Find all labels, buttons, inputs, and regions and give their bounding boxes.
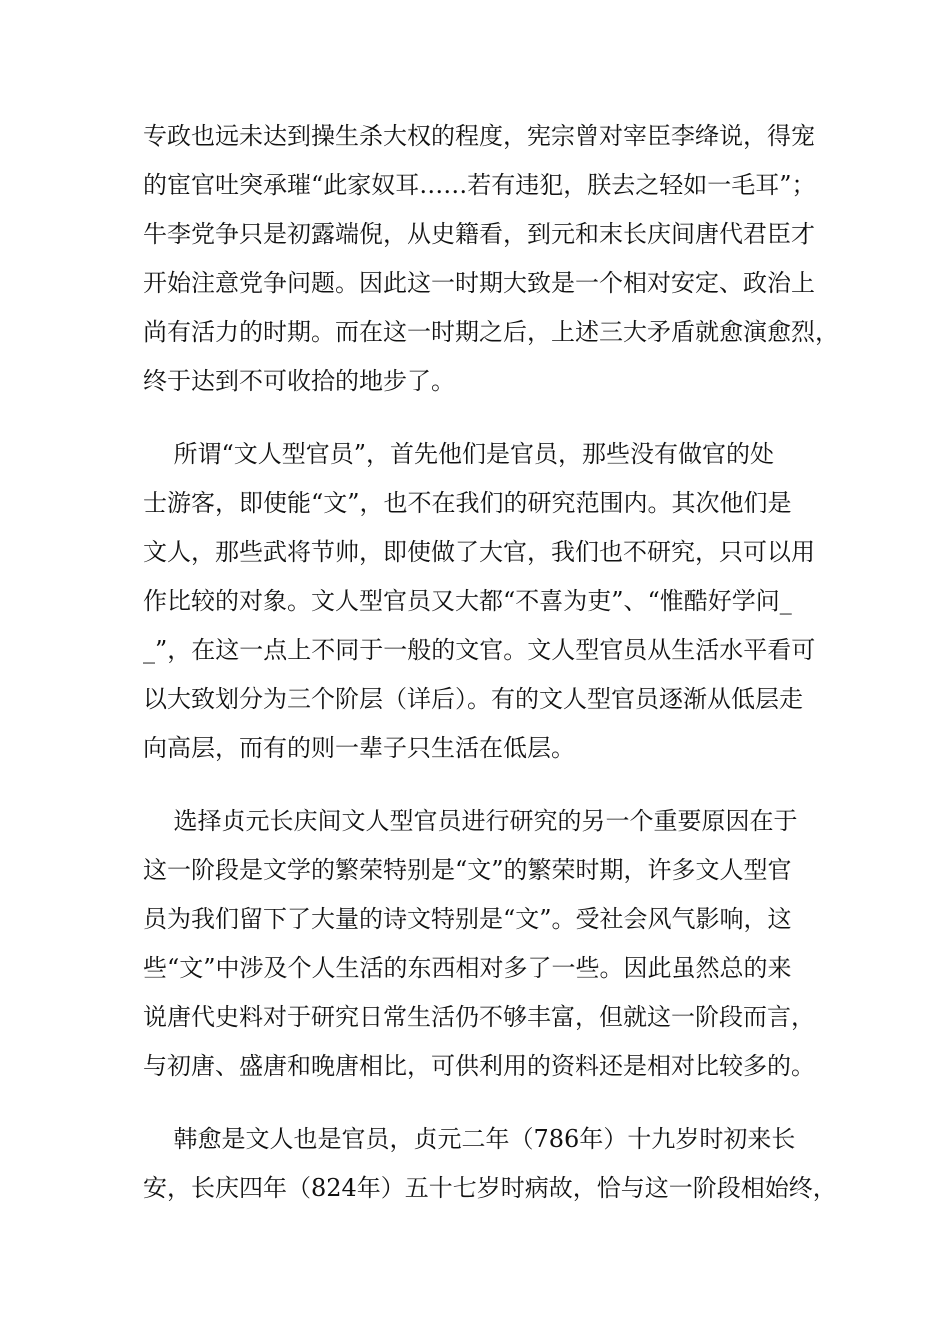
paragraph-spacer <box>143 406 823 430</box>
paragraph-spacer <box>143 773 823 797</box>
document-body <box>143 112 839 1213</box>
text-line: 说唐代史料对于研究日常生活仍不够丰富，但就这一阶段而言， <box>143 1003 815 1031</box>
text-line: 所谓“文人型官员”，首先他们是官员，那些没有做官的处 <box>143 440 775 468</box>
paragraph <box>143 1115 837 1213</box>
text-line: 选择贞元长庆间文人型官员进行研究的另一个重要原因在于 <box>143 807 798 835</box>
text-line: 作比较的对象。文人型官员又大都“不喜为吏”、“惟酷好学问_ <box>143 587 792 615</box>
text-line: 牛李党争只是初露端倪，从史籍看，到元和末长庆间唐代君臣才 <box>143 220 815 248</box>
paragraph <box>143 112 839 406</box>
text-line: 些“文”中涉及个人生活的东西相对多了一些。因此虽然总的来 <box>143 954 792 982</box>
text-line: 与初唐、盛唐和晚唐相比，可供利用的资料还是相对比较多的。 <box>143 1052 815 1080</box>
text-line: 文人，那些武将节帅，即使做了大官，我们也不研究，只可以用 <box>143 538 815 566</box>
paragraph <box>143 430 823 773</box>
text-line: 安，长庆四年（824年）五十七岁时病故，恰与这一阶段相始终， <box>143 1174 837 1202</box>
paragraph-spacer <box>143 1091 823 1115</box>
text-line: 士游客，即使能“文”，也不在我们的研究范围内。其次他们是 <box>143 489 792 517</box>
text-line: 专政也远未达到操生杀大权的程度，宪宗曾对宰臣李绛说，得宠 <box>143 122 815 150</box>
text-line: 员为我们留下了大量的诗文特别是“文”。受社会风气影响，这 <box>143 905 792 933</box>
text-line: 的宦官吐突承璀“此家奴耳……若有违犯，朕去之轻如一毛耳”； <box>143 171 816 199</box>
text-line: 终于达到不可收拾的地步了。 <box>143 367 455 395</box>
text-line: 开始注意党争问题。因此这一时期大致是一个相对安定、政治上 <box>143 269 815 297</box>
text-line: 韩愈是文人也是官员，贞元二年（786年）十九岁时初来长 <box>143 1125 796 1153</box>
text-line: _”，在这一点上不同于一般的文官。文人型官员从生活水平看可 <box>143 636 816 664</box>
paragraph <box>143 797 823 1091</box>
text-line: 以大致划分为三个阶层（详后）。有的文人型官员逐渐从低层走 <box>143 685 803 713</box>
text-line: 这一阶段是文学的繁荣特别是“文”的繁荣时期，许多文人型官 <box>143 856 792 884</box>
text-line: 向高层，而有的则一辈子只生活在低层。 <box>143 734 575 762</box>
text-line: 尚有活力的时期。而在这一时期之后，上述三大矛盾就愈演愈烈， <box>143 318 839 346</box>
